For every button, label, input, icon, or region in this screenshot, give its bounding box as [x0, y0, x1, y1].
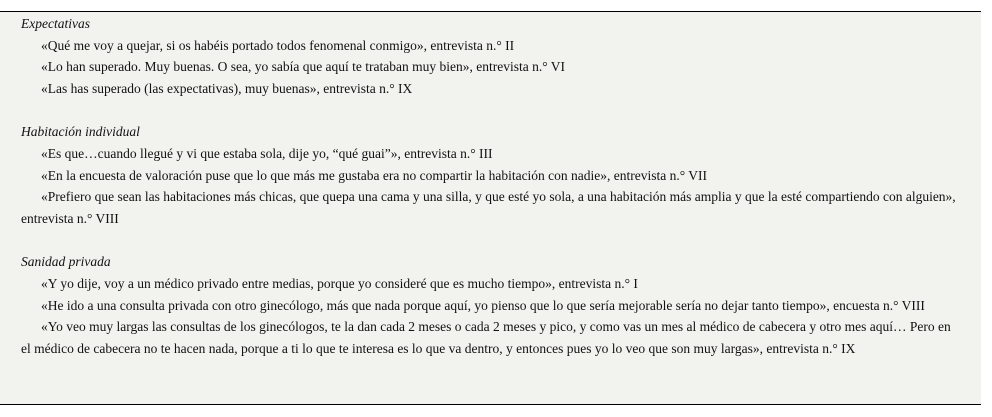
quote-item: «Y yo dije, voy a un médico privado entre medias, porque yo consideré que es mucho tiempo», entrevista n.° I: [41, 275, 638, 291]
quote-item: «Las has superado (las expectativas), muy buenas», entrevista n.° IX: [41, 80, 413, 96]
quote-item: «He ido a una consulta privada con otro ginecólogo, más que nada porque aquí, yo pienso que lo que sería mejorable sería no dejar tanto tiempo», encuesta n.° VIII: [41, 297, 925, 313]
quote-item: «En la encuesta de valoración puse que lo que más me gustaba era no compartir la habitación con nadie», entrevista n.° VII: [41, 167, 708, 183]
quote-item: «Prefiero que sean las habitaciones más chicas, que quepa una cama y una silla, y que esté yo sola, a una habitación más amplia y que la esté compartiendo con alguien», entrevista n.° VIII: [21, 189, 956, 226]
section-title: Habitación individual: [21, 124, 140, 140]
section-habitacion-individual: [21, 121, 956, 229]
section-expectativas: [21, 13, 956, 99]
section-title: Expectativas: [21, 16, 90, 31]
quote-item: «Qué me voy a quejar, si os habéis portado todos fenomenal conmigo», entrevista n.° II: [41, 37, 515, 53]
quotes-table-body: [0, 12, 956, 359]
quotes-table: [0, 11, 981, 405]
quote-item: «Yo veo muy largas las consultas de los ginecólogos, te la dan cada 2 meses o cada 2 meses y pico, y como vas un mes al médico de cabecera y otro mes aquí… Pero en el médico de cabecera no te hacen nada, porque a ti lo que te interesa es lo que va dentro, y entonces pues yo lo veo que son muy largas», entrevista n.° IX: [21, 319, 951, 356]
quote-item: «Lo han superado. Muy buenas. O sea, yo sabía que aquí te trataban muy bien», entrevista n.° VI: [41, 59, 566, 75]
section-sanidad-privada: [21, 251, 956, 359]
section-title: Sanidad privada: [21, 254, 111, 270]
quote-item: «Es que…cuando llegué y vi que estaba sola, dije yo, “qué guai”», entrevista n.° III: [41, 145, 493, 161]
